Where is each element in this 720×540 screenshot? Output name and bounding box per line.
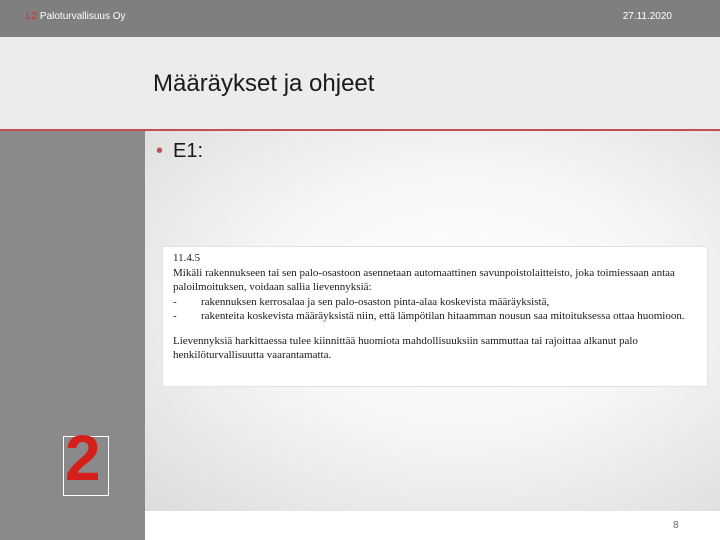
- dash-icon: -: [173, 310, 177, 322]
- list-item: - rakennuksen kerrosalaa ja sen palo-osaston pinta-alaa koskevista määräyksistä,: [173, 295, 550, 308]
- slide-date: 27.11.2020: [622, 11, 672, 22]
- page-number: 8: [673, 520, 679, 531]
- company-name: L2 Paloturvallisuus Oy: [26, 11, 126, 22]
- regulation-note: Lievennyksiä harkittaessa tulee kiinnittää huomiota mahdollisuuksiin sammuttaa tai rajoittaa alkanut palo henkilöturvallisuutta vaarantamatta.: [173, 334, 638, 361]
- logo-number: 2: [65, 422, 101, 494]
- list-item: - rakenteita koskevista määräyksistä niin, että lämpötilan hitaamman nousun saa mitoituksessa ottaa huomioon.: [173, 310, 685, 322]
- bullet-item: • E1:: [156, 140, 204, 162]
- regulation-paragraph: Mikäli rakennukseen tai sen palo-osastoon asennetaan automaattinen savunpoistolaitteisto, joka toimiessaan antaa paloilmoituksen, voidaan sallia lievennyksiä:: [173, 266, 675, 293]
- bullet-icon: •: [156, 140, 164, 162]
- dash-icon: -: [173, 295, 177, 308]
- regulation-excerpt: [162, 246, 708, 387]
- header-bar: [0, 0, 720, 37]
- slide-title: Määräykset ja ohjeet: [153, 70, 375, 97]
- footer-bar: [145, 511, 720, 540]
- company-logo: [65, 422, 109, 496]
- regulation-number: 11.4.5: [173, 252, 201, 264]
